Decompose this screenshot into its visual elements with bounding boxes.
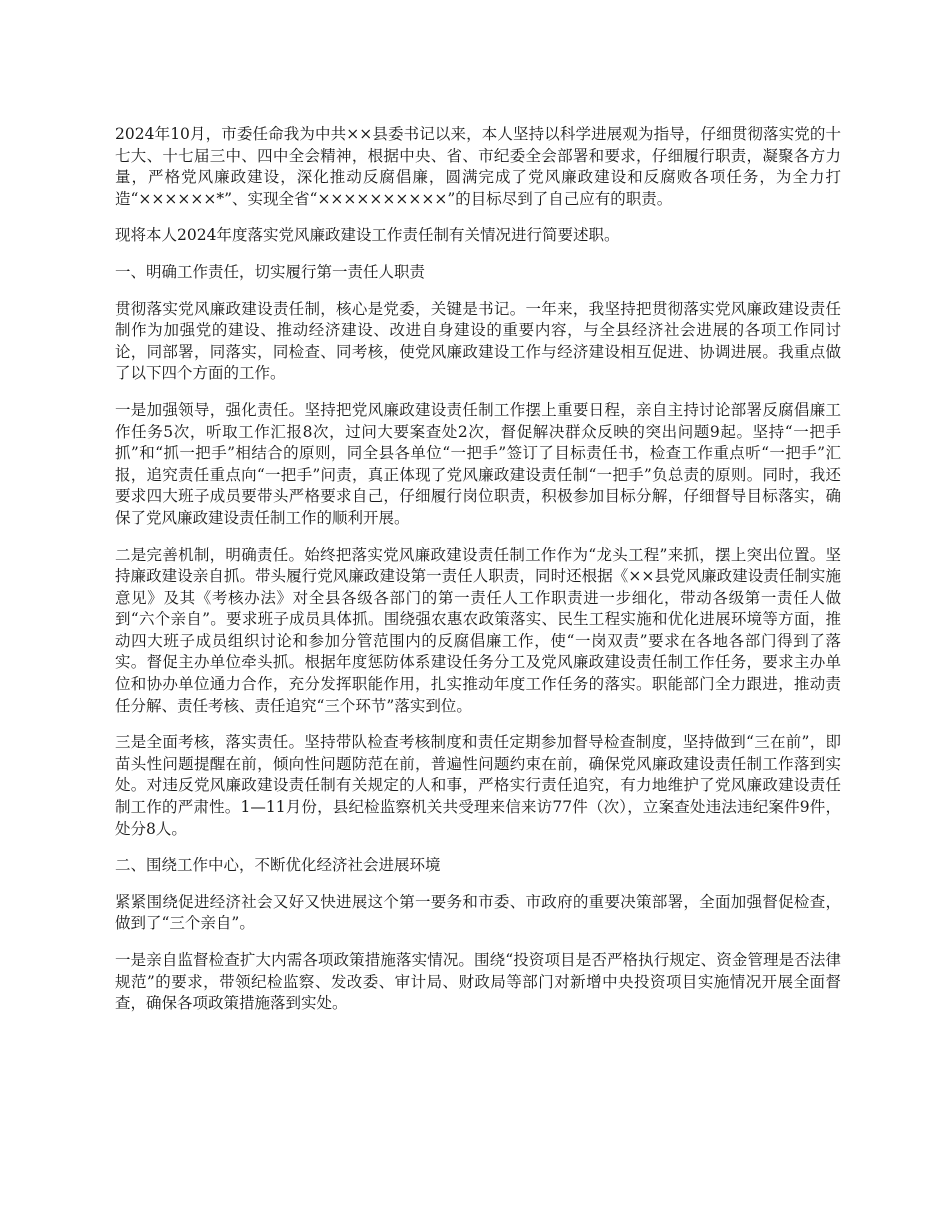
section-heading-2: 二、围绕工作中心，不断优化经济社会进展环境 xyxy=(115,856,441,875)
body-paragraph: 二是完善机制，明确责任。始终把落实党风廉政建设责任制工作作为“龙头工程”来抓，摆上突出位置。坚持廉政建设亲自抓。带头履行党风廉政建设第一责任人职责，同时还根据《××县党风廉政建设责任制实施意见》及其《考核办法》对全县各级各部门的第一责任人工作职责进一步细化，带动各级第一责任人做到“六个亲自”。要求班子成员具体抓。围绕强农惠农政策落实、民生工程实施和优化进展环境等方面，推动四大班子成员组织讨论和参加分管范围内的反腐倡廉工作，使“一岗双责”要求在各地各部门得到了落实。督促主办单位牵头抓。根据年度惩防体系建设任务分工及党风廉政建设责任制工作任务，要求主办单位和协办单位通力合作，充分发挥职能作用，扎实推动年度工作任务的落实。职能部门全力跟进，推动责任分解、责任考核、责任追究“三个环节”落实到位。 xyxy=(115,545,841,715)
body-paragraph: 一是加强领导，强化责任。坚持把党风廉政建设责任制工作摆上重要日程，亲自主持讨论部署反腐倡廉工作任务5次，听取工作汇报8次，过问大要案查处2次，督促解决群众反映的突出问题9起。坚持“一把手抓”和“抓一把手”相结合的原则，同全县各单位“一把手”签订了目标责任书，检查工作重点听“一把手”汇报，追究责任重点向“一把手”问责，真正体现了党风廉政建设责任制“一把手”负总责的原则。同时，我还要求四大班子成员要带头严格要求自己，仔细履行岗位职责，积极参加目标分解，仔细督导目标落实，确保了党风廉政建设责任制工作的顺利开展。 xyxy=(115,400,841,527)
summary-paragraph: 现将本人2024年度落实党风廉政建设工作责任制有关情况进行简要述职。 xyxy=(115,226,620,245)
section-heading-1: 一、明确工作责任，切实履行第一责任人职责 xyxy=(115,262,426,281)
body-paragraph: 三是全面考核，落实责任。坚持带队检查考核制度和责任定期参加督导检查制度，坚持做到“三在前”，即苗头性问题提醒在前，倾向性问题防范在前，普遍性问题约束在前，确保党风廉政建设责任制工作落到实处。对违反党风廉政建设责任制有关规定的人和事，严格实行责任追究，有力地维护了党风廉政建设责任制工作的严肃性。1—11月份，县纪检监察机关共受理来信来访77件（次），立案查处违法违纪案件9件，处分8人。 xyxy=(115,733,841,838)
body-paragraph: 贯彻落实党风廉政建设责任制，核心是党委，关键是书记。一年来，我坚持把贯彻落实党风廉政建设责任制作为加强党的建设、推动经济建设、改进自身建设的重要内容，与全县经济社会进展的各项工作同讨论，同部署，同落实，同检查、同考核，使党风廉政建设工作与经济建设相互促进、协调进展。我重点做了以下四个方面的工作。 xyxy=(115,299,841,383)
document-body xyxy=(115,124,841,1030)
body-paragraph: 紧紧围绕促进经济社会又好又快进展这个第一要务和市委、市政府的重要决策部署，全面加强督促检查，做到了“三个亲自”。 xyxy=(115,892,841,933)
body-paragraph: 一是亲自监督检查扩大内需各项政策措施落实情况。围绕“投资项目是否严格执行规定、资金管理是否法律规范”的要求，带领纪检监察、发改委、审计局、财政局等部门对新增中央投资项目实施情况开展全面督查，确保各项政策措施落到实处。 xyxy=(115,951,841,1013)
intro-paragraph: 2024年10月，市委任命我为中共××县委书记以来，本人坚持以科学进展观为指导，仔细贯彻落实党的十七大、十七届三中、四中全会精神，根据中央、省、市纪委全会部署和要求，仔细履行职责，凝聚各方力量，严格党风廉政建设，深化推动反腐倡廉，圆满完成了党风廉政建设和反腐败各项任务，为全力打造“××××××*”、实现全省“××××××××××”的目标尽到了自己应有的职责。 xyxy=(115,125,841,208)
